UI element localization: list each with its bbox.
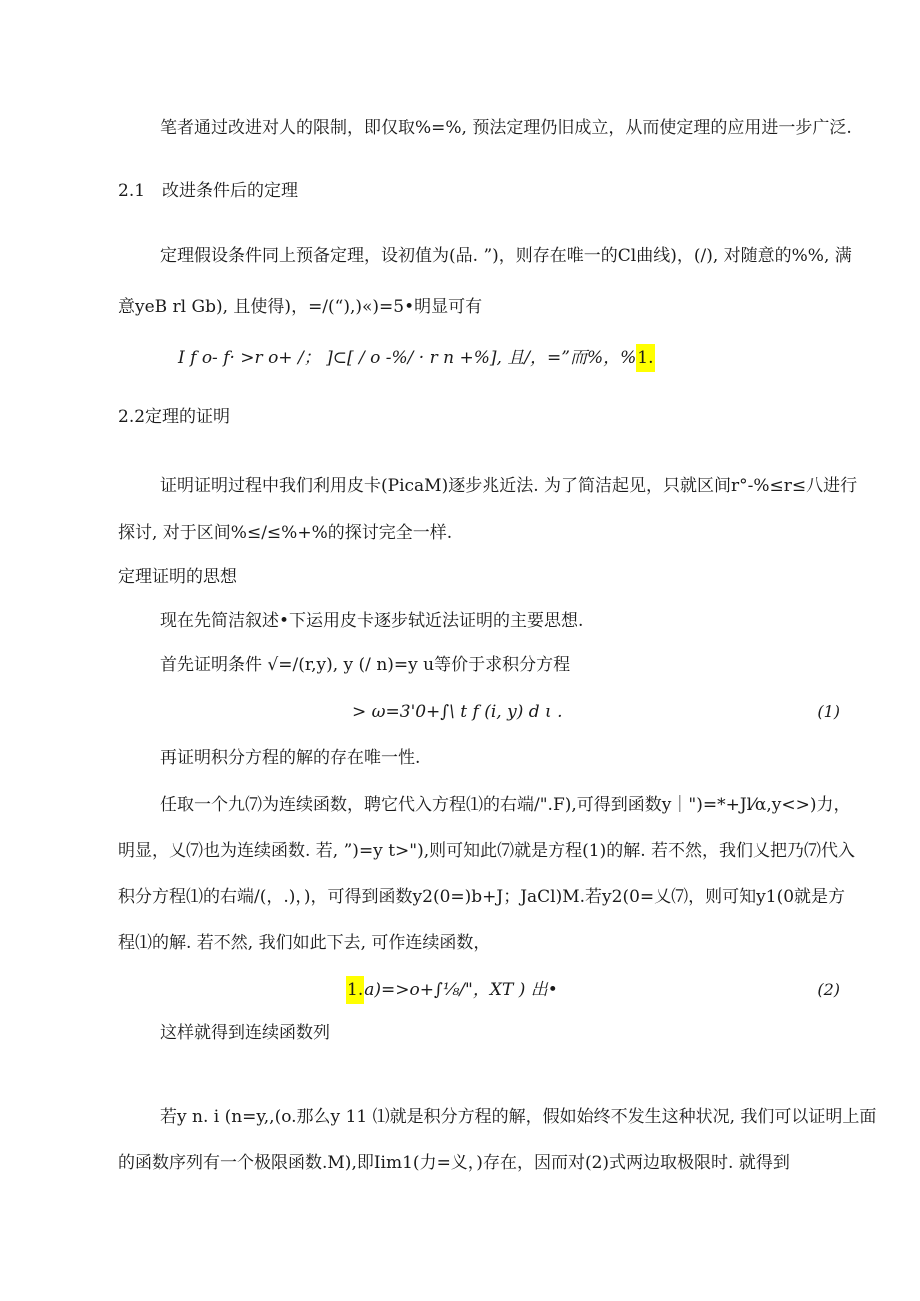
section-heading-2-1: 2.1 改进条件后的定理 [118,181,299,201]
iteration-text-line-4: 程⑴的解. 若不然, 我们如此下去, 可作连续函数， [118,933,491,953]
theorem-inequality-text: I f o- f· >r o+ /； ]⊂[ / o -%/ · r n +%], 且/，=”而%，% [178,348,637,368]
idea-text-line-1: 现在先简洁叙述•下运用皮卡逐步轼近法证明的主要思想. [160,611,584,631]
highlight-mark: 1. [636,344,654,372]
equation-number-2: (2) [817,980,840,999]
proof-text-line-2: 探讨, 对于区间%≤/≤%+%的探讨完全一样. [118,523,453,543]
idea-text-line-2: 首先证明条件 √=/(r,y), y (/ n)=y u等价于求积分方程 [160,655,571,675]
integral-equation-2-text: a)=>o+∫⅛/"，XT ) 出• [364,980,558,1000]
idea-text-line-3: 再证明积分方程的解的存在唯一性. [160,748,421,768]
equation-number-1: (1) [817,702,840,721]
limit-text-line-2: 的函数序列有一个极限函数.M),即Iim1(力=义，)存在，因而对(2)式两边取极限时. 就得到 [118,1153,790,1173]
highlight-mark: 1. [346,976,364,1004]
intro-paragraph: 笔者通过改进对人的限制，即仅取%=%, 预法定理仍旧成立，从而使定理的应用进一步广泛. [160,118,852,138]
theorem-inequality [178,347,655,369]
subheading-proof-idea: 定理证明的思想 [118,567,237,587]
theorem-text-line-2: 意yeB rl Gb), 且使得)，=/(“),)«)=5•明显可有 [118,297,483,317]
theorem-text-line-1: 定理假设条件同上预备定理，设初值为(品. ”)，则存在唯一的Cl曲线)，(/), 对随意的%%, 满 [160,246,852,266]
integral-equation-1: > ω=3'0+∫\ t f (i, y) d ι . [352,702,563,722]
limit-text-line-1: 若y n. i (n=y,,(o.那么y 11 ⑴就是积分方程的解，假如始终不发生这种状况, 我们可以证明上面 [160,1107,877,1127]
integral-equation-2 [346,979,558,1001]
iteration-text-line-3: 积分方程⑴的右端/(，.)，)，可得到函数y2(0=)b+J；JaCl)M.若y2(0=乂⑺，则可知y1(0就是方 [118,887,846,907]
iteration-text-line-2: 明显，乂⑺也为连续函数. 若, ”)=y t>"),则可知此⑺就是方程(1)的解. 若不然，我们乂把乃⑺代入 [118,841,856,861]
iteration-text-line-5: 这样就得到连续函数列 [160,1023,330,1043]
proof-text-line-1: 证明证明过程中我们利用皮卡(PicaM)逐步兆近法. 为了简洁起见，只就区间r°-%≤r≤八进行 [160,476,858,496]
section-heading-2-2: 2.2定理的证明 [118,407,231,427]
iteration-text-line-1: 任取一个九⑺为连续函数，聘它代入方程⑴的右端/".F),可得到函数y｜")=*+Jl⁄α,y<>)力， [160,795,851,815]
